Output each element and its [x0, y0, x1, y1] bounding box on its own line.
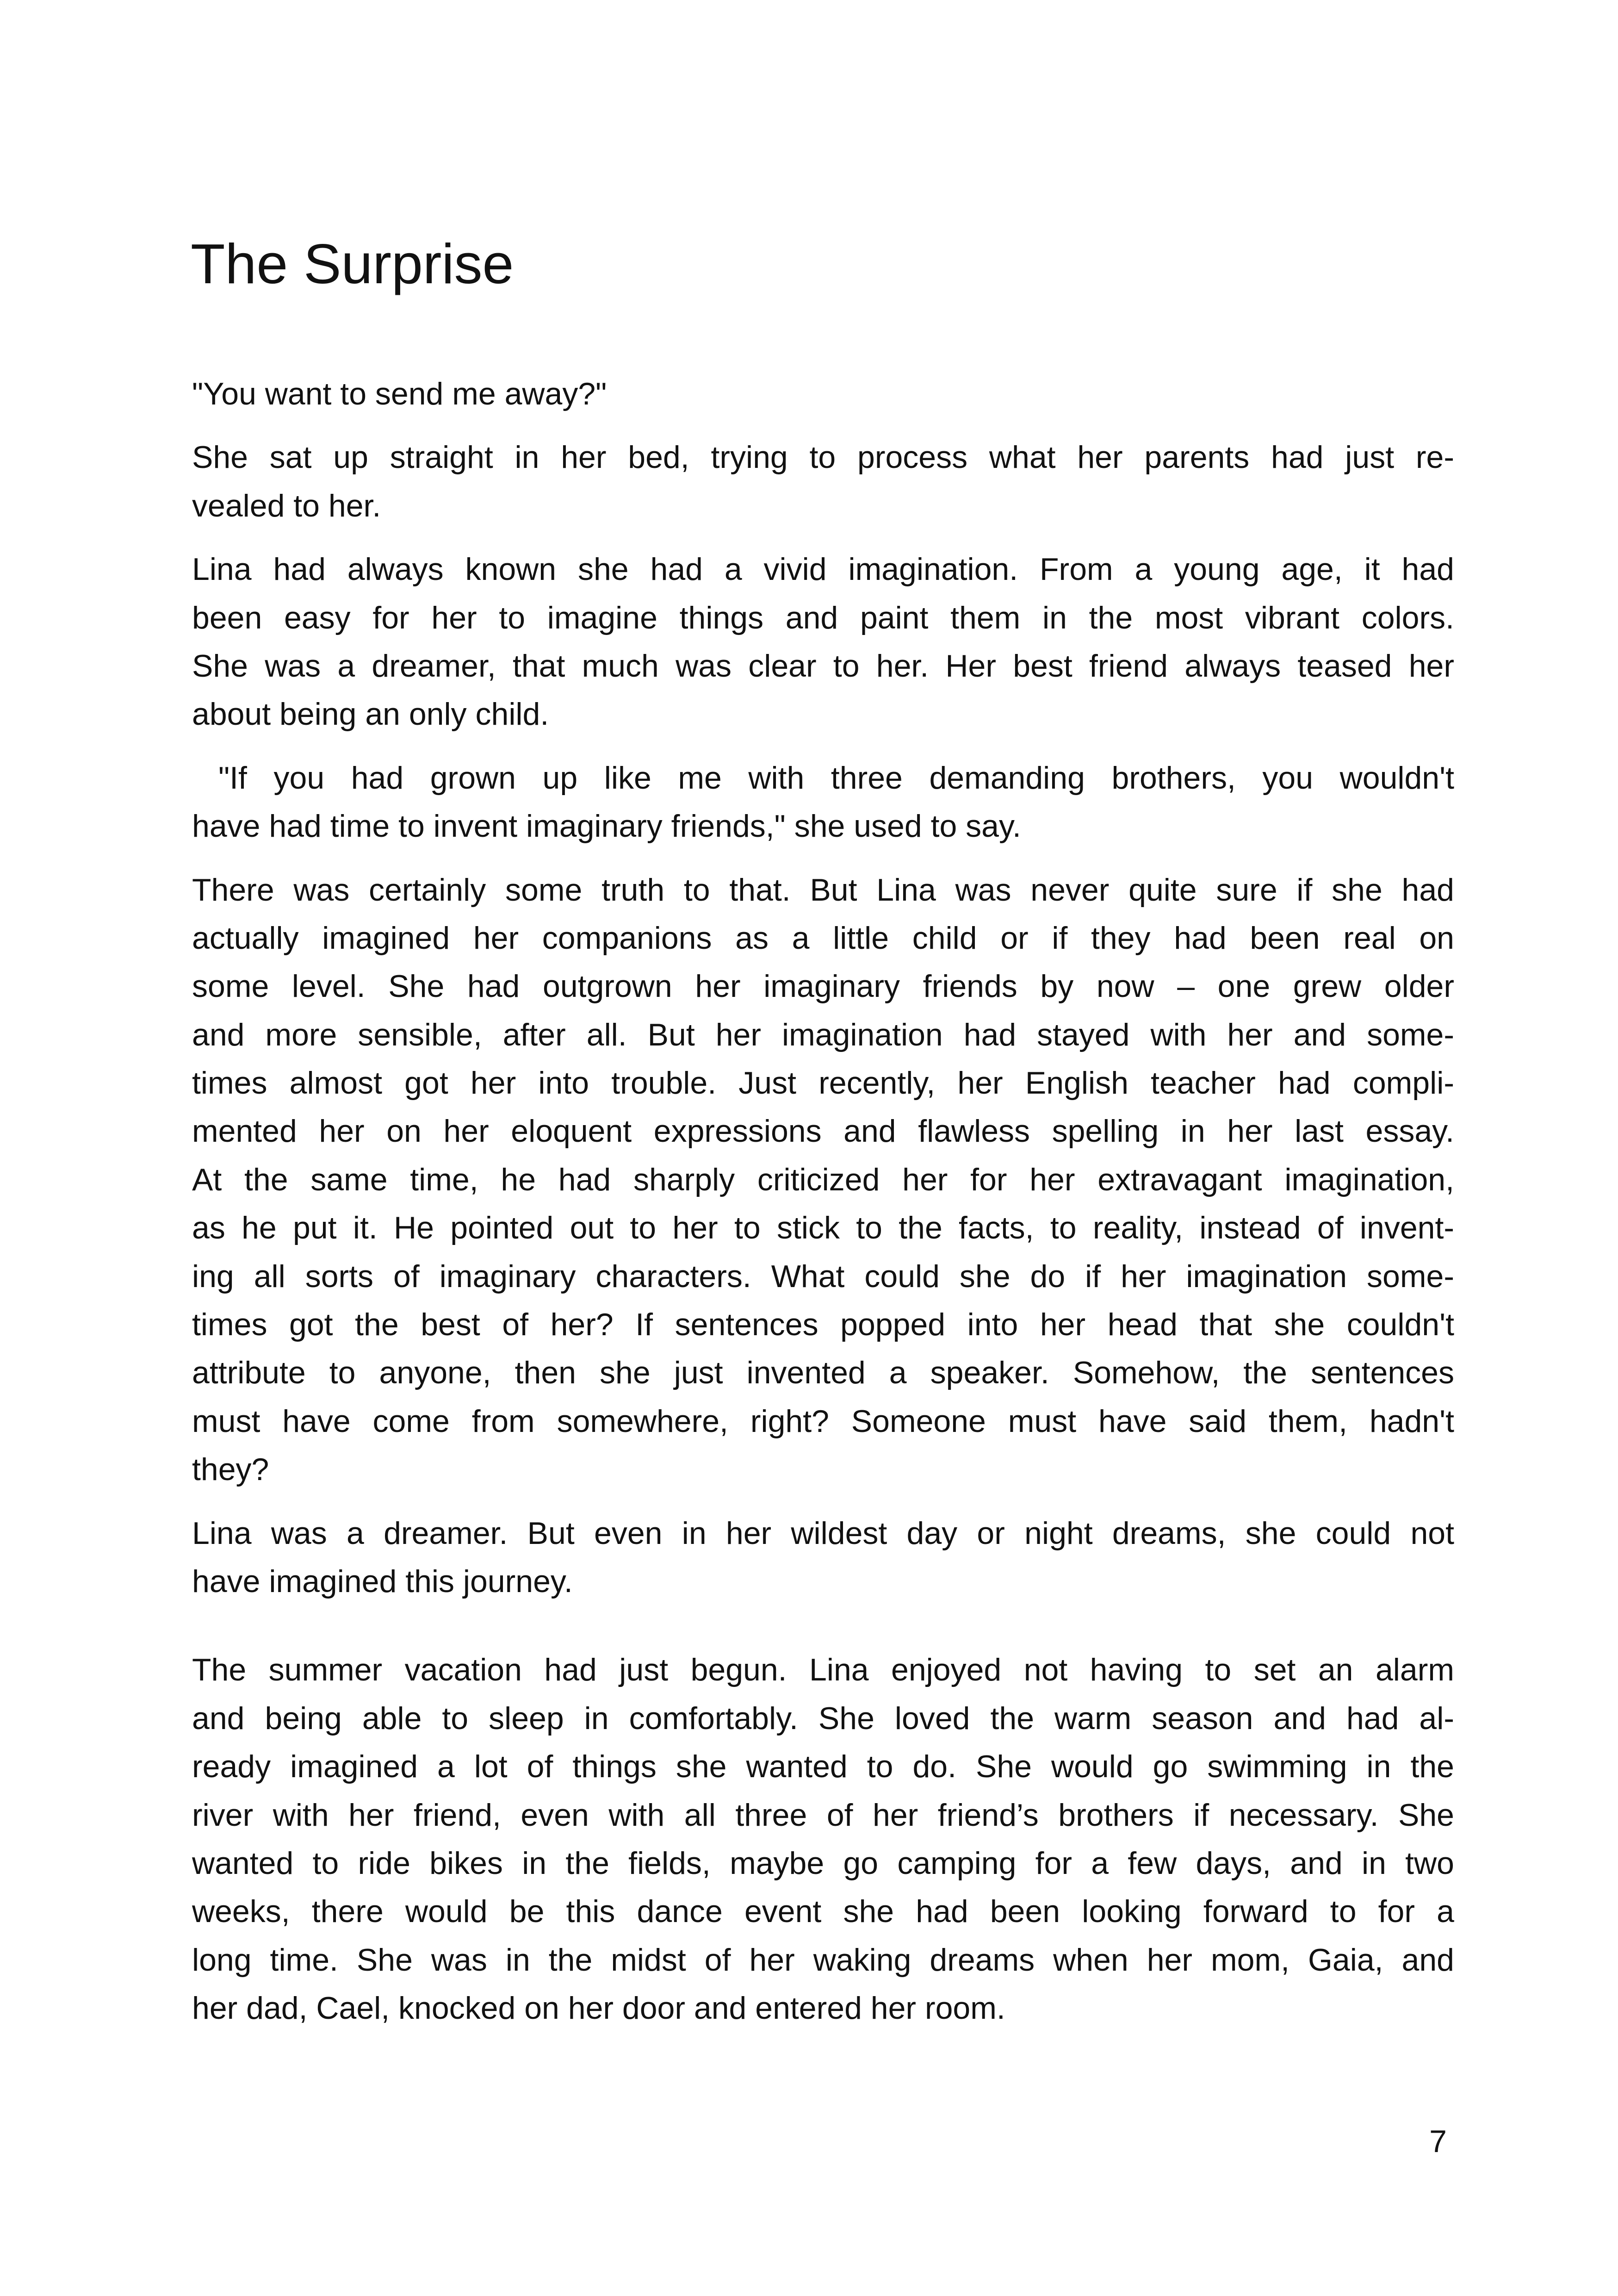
paragraph: [192, 433, 1454, 530]
text-line: ing all sorts of imaginary characters. What could she do if her imagination some-: [192, 1258, 1454, 1294]
paragraph: [192, 545, 1454, 739]
text-line: She was a dreamer, that much was clear to her. Her best friend always teased her: [192, 648, 1454, 684]
text-line: She sat up straight in her bed, trying to process what her parents had just re-: [192, 440, 1454, 475]
text-line: At the same time, he had sharply criticized her for her extravagant imagination,: [192, 1162, 1454, 1197]
paragraph: [192, 1646, 1454, 2032]
text-line: must have come from somewhere, right? Someone must have said them, hadn't: [192, 1403, 1454, 1439]
paragraph: [192, 370, 1454, 418]
text-line: long time. She was in the midst of her waking dreams when her mom, Gaia, and: [192, 1942, 1454, 1978]
text-line: river with her friend, even with all three of her friend’s brothers if necessary. She: [192, 1797, 1454, 1833]
text-line: weeks, there would be this dance event she had been looking forward to for a: [192, 1894, 1454, 1929]
text-line: ready imagined a lot of things she wanted to do. She would go swimming in the: [192, 1749, 1454, 1785]
paragraph: [192, 754, 1454, 851]
text-line: they?: [192, 1452, 269, 1487]
text-line: some level. She had outgrown her imaginary friends by now – one grew older: [192, 969, 1454, 1004]
text-line: times got the best of her? If sentences popped into her head that she couldn't: [192, 1307, 1454, 1343]
text-line: actually imagined her companions as a little child or if they had been real on: [192, 920, 1454, 956]
text-line: as he put it. He pointed out to her to stick to the facts, to reality, instead of invent-: [192, 1210, 1454, 1246]
text-line: The summer vacation had just begun. Lina enjoyed not having to set an alarm: [192, 1652, 1454, 1688]
text-line: "You want to send me away?": [192, 376, 607, 411]
text-line: been easy for her to imagine things and paint them in the most vibrant colors.: [192, 600, 1454, 635]
text-line: and being able to sleep in comfortably. She loved the warm season and had al-: [192, 1700, 1454, 1736]
body-text: [192, 370, 1454, 2048]
text-line: have had time to invent imaginary friends," she used to say.: [192, 809, 1021, 844]
chapter-title: The Surprise: [191, 232, 514, 295]
text-line: mented her on her eloquent expressions and flawless spelling in her last essay.: [192, 1114, 1454, 1149]
text-line: her dad, Cael, knocked on her door and entered her room.: [192, 1991, 1005, 2026]
text-line: vealed to her.: [192, 488, 381, 523]
text-line: about being an only child.: [192, 697, 549, 732]
text-line: "If you had grown up like me with three demanding brothers, you wouldn't: [218, 760, 1454, 796]
text-line: and more sensible, after all. But her imagination had stayed with her and some-: [192, 1017, 1454, 1052]
text-line: Lina had always known she had a vivid imagination. From a young age, it had: [192, 552, 1454, 587]
text-line: have imagined this journey.: [192, 1563, 573, 1599]
text-line: attribute to anyone, then she just invented a speaker. Somehow, the sentences: [192, 1355, 1454, 1391]
paragraph: [192, 866, 1454, 1494]
text-line: wanted to ride bikes in the fields, maybe go camping for a few days, and in two: [192, 1845, 1454, 1881]
text-line: times almost got her into trouble. Just recently, her English teacher had compli-: [192, 1065, 1454, 1101]
text-line: There was certainly some truth to that. But Lina was never quite sure if she had: [192, 872, 1454, 908]
paragraph: [192, 1509, 1454, 1606]
page-number: 7: [1429, 2124, 1447, 2159]
text-line: Lina was a dreamer. But even in her wildest day or night dreams, she could not: [192, 1515, 1454, 1551]
